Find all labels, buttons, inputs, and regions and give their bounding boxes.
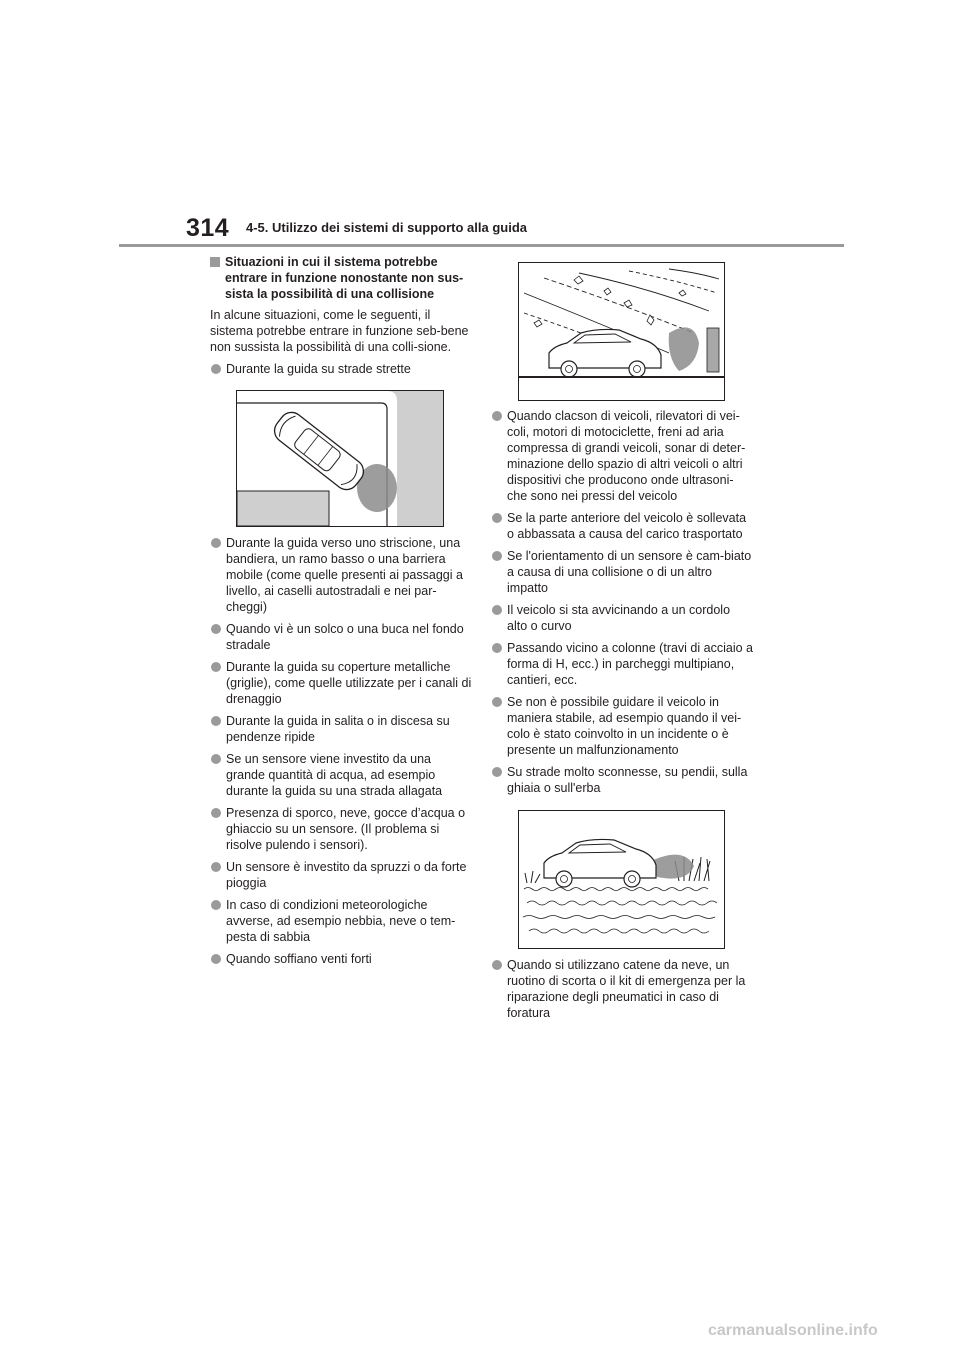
list-item-text: Quando si utilizzano catene da neve, un ruotino di scorta o il kit di emergenza per la riparazione degli pneumatici in caso di foratura bbox=[507, 958, 746, 1020]
list-item bbox=[491, 408, 753, 504]
left-bullet-list bbox=[210, 535, 472, 967]
list-item bbox=[210, 751, 472, 799]
list-item bbox=[491, 548, 753, 596]
circle-bullet-icon bbox=[211, 954, 221, 964]
list-item-text: Se non è possibile guidare il veicolo in maniera stabile, ad esempio quando il vei-colo è stato coinvolto in un incidente o è presente un malfunzionamento bbox=[507, 695, 742, 757]
list-item-text: Passando vicino a colonne (travi di acciaio a forma di H, ecc.) in parcheggi multipiano, cantieri, ecc. bbox=[507, 641, 753, 687]
circle-bullet-icon bbox=[492, 551, 502, 561]
circle-bullet-icon bbox=[211, 754, 221, 764]
rough-terrain-illustration bbox=[518, 810, 725, 949]
list-item bbox=[210, 621, 472, 653]
list-item bbox=[210, 535, 472, 615]
sensor-detection-area bbox=[651, 855, 694, 879]
circle-bullet-icon bbox=[492, 605, 502, 615]
strong-wind-illustration bbox=[518, 262, 725, 401]
header-rule bbox=[119, 244, 844, 247]
page-number: 314 bbox=[186, 214, 230, 242]
list-item-text: Durante la guida in salita o in discesa su pendenze ripide bbox=[226, 714, 450, 744]
list-item-text: In caso di condizioni meteorologiche avverse, ad esempio nebbia, neve o tem-pesta di sabbia bbox=[226, 898, 456, 944]
car-side-view bbox=[549, 329, 661, 377]
right-bullet-list bbox=[491, 408, 753, 796]
section-heading bbox=[210, 254, 472, 302]
list-item-text: Quando soffiano venti forti bbox=[226, 952, 372, 966]
circle-bullet-icon bbox=[211, 364, 221, 374]
circle-bullet-icon bbox=[492, 643, 502, 653]
list-item-text: Durante la guida su strade strette bbox=[226, 362, 411, 376]
list-item bbox=[210, 659, 472, 707]
list-item-text: Durante la guida su coperture metalliche (griglie), come quelle utilizzate per i canali di drenaggio bbox=[226, 660, 472, 706]
lower-wall bbox=[237, 491, 329, 526]
circle-bullet-icon bbox=[211, 808, 221, 818]
list-item-text: Un sensore è investito da spruzzi o da forte pioggia bbox=[226, 860, 467, 890]
section-heading-text: Situazioni in cui il sistema potrebbe entrare in funzione nonostante non sus-sista la possibilità di una collisione bbox=[225, 255, 464, 301]
list-item bbox=[210, 805, 472, 853]
circle-bullet-icon bbox=[492, 960, 502, 970]
list-item bbox=[491, 694, 753, 758]
flying-leaves bbox=[534, 276, 686, 327]
sensor-detection-area bbox=[669, 327, 699, 371]
circle-bullet-icon bbox=[211, 900, 221, 910]
list-item-text: Quando clacson di veicoli, rilevatori di vei-coli, motori di motociclette, freni ad aria compressa di grandi veicoli, sonar di deter-minazione dello spazio di altri veicoli o altri dispositivi che producono onde ultrasoni-che sono nei pressi del veicolo bbox=[507, 409, 746, 503]
list-item bbox=[491, 602, 753, 634]
intro-paragraph: In alcune situazioni, come le seguenti, il sistema potrebbe entrare in funzione seb-bene non sussista la possibilità di una colli-sione. bbox=[210, 308, 469, 354]
circle-bullet-icon bbox=[492, 767, 502, 777]
list-item bbox=[210, 951, 472, 967]
gravel-ground bbox=[523, 888, 717, 934]
circle-bullet-icon bbox=[211, 538, 221, 548]
circle-bullet-icon bbox=[211, 862, 221, 872]
list-item-text: Su strade molto sconnesse, su pendii, sulla ghiaia o sull'erba bbox=[507, 765, 748, 795]
list-item-text: Se l'orientamento di un sensore è cam-biato a causa di una collisione o di un altro impatto bbox=[507, 549, 752, 595]
circle-bullet-icon bbox=[492, 697, 502, 707]
pole bbox=[707, 328, 719, 372]
car-side-view bbox=[544, 839, 656, 887]
circle-bullet-icon bbox=[492, 411, 502, 421]
list-item bbox=[491, 957, 753, 1021]
list-item bbox=[491, 640, 753, 688]
circle-bullet-icon bbox=[211, 662, 221, 672]
list-item-text: Se la parte anteriore del veicolo è sollevata o abbassata a causa del carico trasportato bbox=[507, 511, 747, 541]
list-item-text: Presenza di sporco, neve, gocce d’acqua o ghiaccio su un sensore. (Il problema si risolve pulendo i sensori). bbox=[226, 806, 466, 852]
square-bullet-icon bbox=[210, 257, 220, 267]
list-item-text: Durante la guida verso uno striscione, una bandiera, un ramo basso o una barriera mobile (come quelle presenti ai passaggi a livello, ai caselli autostradali e nei par-cheggi) bbox=[226, 536, 463, 614]
list-item bbox=[210, 713, 472, 745]
chapter-title: 4-5. Utilizzo dei sistemi di supporto alla guida bbox=[246, 220, 527, 235]
circle-bullet-icon bbox=[211, 716, 221, 726]
list-item-text: Il veicolo si sta avvicinando a un cordolo alto o curvo bbox=[507, 603, 731, 633]
left-column bbox=[210, 254, 472, 967]
list-item bbox=[210, 897, 472, 945]
list-item bbox=[210, 361, 472, 377]
list-item bbox=[491, 764, 753, 796]
circle-bullet-icon bbox=[492, 513, 502, 523]
list-item bbox=[491, 510, 753, 542]
narrow-road-illustration bbox=[236, 390, 444, 527]
watermark: carmanualsonline.info bbox=[708, 1322, 878, 1339]
list-item-text: Se un sensore viene investito da una grande quantità di acqua, ad esempio durante la guida su una strada allagata bbox=[226, 752, 443, 798]
right-column bbox=[491, 262, 753, 1021]
circle-bullet-icon bbox=[211, 624, 221, 634]
list-item bbox=[210, 859, 472, 891]
list-item-text: Quando vi è un solco o una buca nel fondo stradale bbox=[226, 622, 464, 652]
